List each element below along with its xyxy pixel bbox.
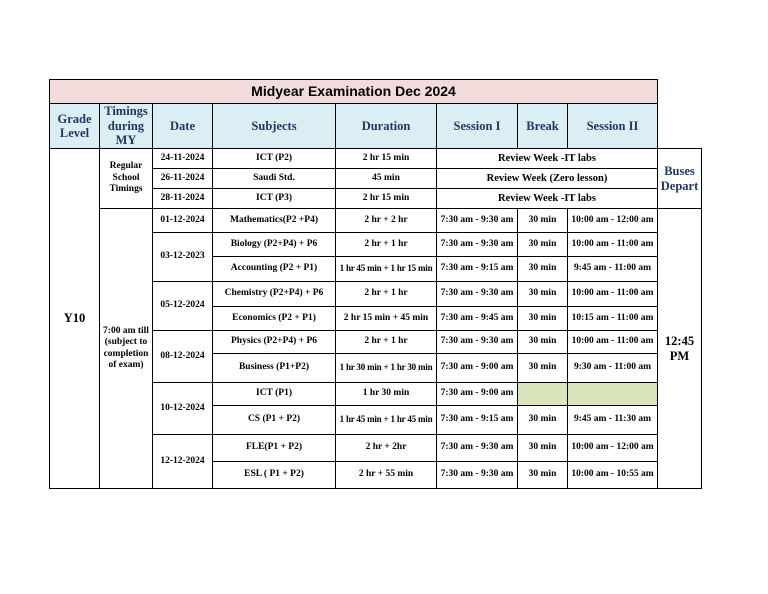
exam-break: 30 min — [518, 462, 568, 489]
review-subject: ICT (P2) — [213, 149, 336, 169]
header-session2: Session II — [568, 104, 658, 149]
exam-subject: ESL ( P1 + P2) — [213, 462, 336, 489]
exam-session2: 9:45 am - 11:30 am — [568, 406, 658, 435]
exam-date: 01-12-2024 — [153, 209, 213, 233]
header-buses-depart: Buses Depart — [658, 149, 702, 209]
exam-break: 30 min — [518, 233, 568, 257]
review-note: Review Week -IT labs — [437, 189, 658, 209]
exam-subject: ICT (P1) — [213, 383, 336, 406]
exam-subject: Physics (P2+P4) + P6 — [213, 331, 336, 354]
exam-subject: Chemistry (P2+P4) + P6 — [213, 282, 336, 307]
exam-session2: 10:00 am - 11:00 am — [568, 282, 658, 307]
exam-date: 03-12-2023 — [153, 233, 213, 282]
timing-regular: Regular School Timings — [100, 149, 153, 209]
exam-date: 05-12-2024 — [153, 282, 213, 331]
exam-break: 30 min — [518, 354, 568, 383]
header-timings: Timings during MY — [100, 104, 153, 149]
exam-subject: Mathematics(P2 +P4) — [213, 209, 336, 233]
exam-session1: 7:30 am - 9:30 am — [437, 233, 518, 257]
header-break: Break — [518, 104, 568, 149]
exam-session2: 9:45 am - 11:00 am — [568, 257, 658, 282]
review-duration: 2 hr 15 min — [336, 189, 437, 209]
review-note: Review Week (Zero lesson) — [437, 169, 658, 189]
exam-duration: 2 hr + 1 hr — [336, 233, 437, 257]
review-duration: 45 min — [336, 169, 437, 189]
exam-break: 30 min — [518, 435, 568, 462]
exam-session1: 7:30 am - 9:30 am — [437, 282, 518, 307]
timing-exam: 7:00 am till (subject to completion of exam) — [100, 209, 153, 489]
exam-break: 30 min — [518, 257, 568, 282]
exam-subject: Economics (P2 + P1) — [213, 307, 336, 331]
header-session1: Session I — [437, 104, 518, 149]
review-duration: 2 hr 15 min — [336, 149, 437, 169]
review-subject: ICT (P3) — [213, 189, 336, 209]
exam-date: 12-12-2024 — [153, 435, 213, 489]
exam-duration: 2 hr 15 min + 45 min — [336, 307, 437, 331]
page-title: Midyear Examination Dec 2024 — [50, 80, 658, 104]
exam-session2: 10:00 am - 12:00 am — [568, 209, 658, 233]
header-spacer — [658, 80, 702, 149]
exam-session2: 10:15 am - 11:00 am — [568, 307, 658, 331]
exam-session1: 7:30 am - 9:30 am — [437, 435, 518, 462]
exam-session2: 10:00 am - 10:55 am — [568, 462, 658, 489]
exam-session1: 7:30 am - 9:30 am — [437, 209, 518, 233]
exam-duration: 1 hr 30 min + 1 hr 30 min — [336, 354, 437, 383]
exam-duration: 2 hr + 2 hr — [336, 209, 437, 233]
exam-session2: 9:30 am - 11:00 am — [568, 354, 658, 383]
review-subject: Saudi Std. — [213, 169, 336, 189]
exam-duration: 1 hr 30 min — [336, 383, 437, 406]
exam-session2: 10:00 am - 11:00 am — [568, 331, 658, 354]
exam-duration: 1 hr 45 min + 1 hr 15 min — [336, 257, 437, 282]
exam-break: 30 min — [518, 209, 568, 233]
exam-duration: 2 hr + 1 hr — [336, 282, 437, 307]
exam-subject: FLE(P1 + P2) — [213, 435, 336, 462]
exam-break-empty — [518, 383, 568, 406]
exam-duration: 2 hr + 2hr — [336, 435, 437, 462]
exam-session1: 7:30 am - 9:00 am — [437, 354, 518, 383]
exam-subject: Accounting (P2 + P1) — [213, 257, 336, 282]
header-date: Date — [153, 104, 213, 149]
exam-session1: 7:30 am - 9:15 am — [437, 406, 518, 435]
exam-subject: Business (P1+P2) — [213, 354, 336, 383]
exam-subject: CS (P1 + P2) — [213, 406, 336, 435]
exam-duration: 2 hr + 55 min — [336, 462, 437, 489]
exam-session2: 10:00 am - 12:00 am — [568, 435, 658, 462]
exam-date: 08-12-2024 — [153, 331, 213, 383]
grade-level-cell: Y10 — [50, 149, 100, 489]
header-subjects: Subjects — [213, 104, 336, 149]
exam-session1: 7:30 am - 9:30 am — [437, 331, 518, 354]
exam-break: 30 min — [518, 406, 568, 435]
buses-depart-time: 12:45 PM — [658, 209, 702, 489]
exam-schedule-table — [49, 79, 702, 489]
exam-session2: 10:00 am - 11:00 am — [568, 233, 658, 257]
review-date: 26-11-2024 — [153, 169, 213, 189]
exam-break: 30 min — [518, 331, 568, 354]
exam-session1: 7:30 am - 9:15 am — [437, 257, 518, 282]
review-date: 28-11-2024 — [153, 189, 213, 209]
exam-session2-empty — [568, 383, 658, 406]
exam-date: 10-12-2024 — [153, 383, 213, 435]
exam-duration: 1 hr 45 min + 1 hr 45 min — [336, 406, 437, 435]
exam-session1: 7:30 am - 9:00 am — [437, 383, 518, 406]
exam-session1: 7:30 am - 9:45 am — [437, 307, 518, 331]
exam-session1: 7:30 am - 9:30 am — [437, 462, 518, 489]
review-date: 24-11-2024 — [153, 149, 213, 169]
header-duration: Duration — [336, 104, 437, 149]
header-grade-level: Grade Level — [50, 104, 100, 149]
exam-break: 30 min — [518, 282, 568, 307]
exam-duration: 2 hr + 1 hr — [336, 331, 437, 354]
exam-break: 30 min — [518, 307, 568, 331]
exam-subject: Biology (P2+P4) + P6 — [213, 233, 336, 257]
review-note: Review Week -IT labs — [437, 149, 658, 169]
